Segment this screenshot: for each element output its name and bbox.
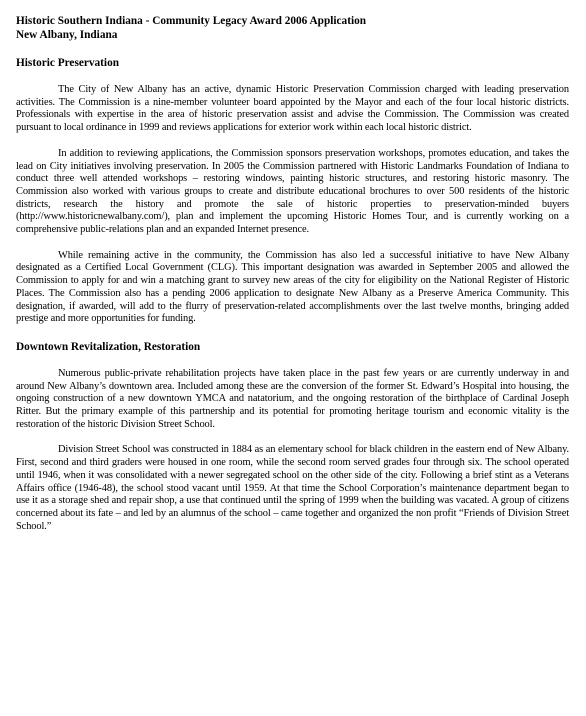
- document-title: Historic Southern Indiana - Community Legacy Award 2006 Application: [16, 15, 367, 27]
- paragraph: While remaining active in the community, the Commission has also led a successful initiative to have New Albany designated as a Certified Local Government (CLG). This important designation was awarded in September 2005 and allowed the Commission to apply for and win a matching grant to survey new areas of the city for eligibility on the National Register of Historic Places. The Commission also has a pending 2006 application to designate New Albany as a Preserve America Community. This designation, if awarded, will add to the flurry of preservation-related accomplishments over the last twelve months, bringing added prestige and more opportunities for funding.: [16, 249, 569, 325]
- section-historic-preservation: [16, 56, 569, 326]
- paragraph: Numerous public-private rehabilitation projects have taken place in the past few years or are currently underway in and around New Albany’s downtown area. Included among these are the conversion of the former St. Edward’s Hospital into housing, the ongoing construction of a new downtown YMCA and natatorium, and the ongoing restoration of the birthplace of Cardinal Joseph Ritter. But the primary example of this partnership and its potential for promoting heritage tourism and economic vitality is the restoration of the historic Division Street School.: [16, 367, 569, 430]
- document-location: New Albany, Indiana: [16, 29, 118, 41]
- section-downtown-revitalization: [16, 340, 569, 533]
- section-heading: Downtown Revitalization, Restoration: [16, 340, 201, 353]
- document-body: [16, 14, 569, 533]
- paragraph: In addition to reviewing applications, the Commission sponsors preservation workshops, promotes education, and takes the lead on City initiatives involving preservation. In 2005 the Commission partnered with Historic Landmarks Foundation of Indiana to conduct three well attended workshops – restoring windows, painting historic structures, and restoring historic masonry. The Commission also worked with various groups to create and distribute educational brochures to over 500 residents of the historic districts, research the history and promote the sale of historic properties to preservation-minded buyers (http://www.historicnewalbany.com/), plan and implement the upcoming Historic Homes Tour, and is currently working on a comprehensive public-relations plan and an expanded Internet presence.: [16, 147, 569, 236]
- section-heading: Historic Preservation: [16, 57, 120, 69]
- paragraph: The City of New Albany has an active, dynamic Historic Preservation Commission charged with leading preservation activities. The Commission is a nine-member volunteer board appointed by the Mayor and each of the four local historic districts. Professionals with expertise in the area of historic preservation assist and advise the Commission. The Commission was created pursuant to local ordinance in 1999 and reviews applications for exterior work within each local historic district.: [16, 84, 569, 134]
- paragraph: Division Street School was constructed in 1884 as an elementary school for black children in the eastern end of New Albany. First, second and third graders were housed in one room, while the second room served grades four through six. The school operated until 1946, when it was consolidated with a newer segregated school on the other side of the city. Following a brief stint as a Veterans Affairs office (1946-48), the school stood vacant until 1959. At that time the School Corporation’s maintenance department began to use it as a storage shed and repair shop, a use that continued until the spring of 1999 when the building was vacated. A group of citizens concerned about its fate – and led by an alumnus of the school – came together and organized the non profit “Friends of Division Street School.”: [16, 444, 569, 532]
